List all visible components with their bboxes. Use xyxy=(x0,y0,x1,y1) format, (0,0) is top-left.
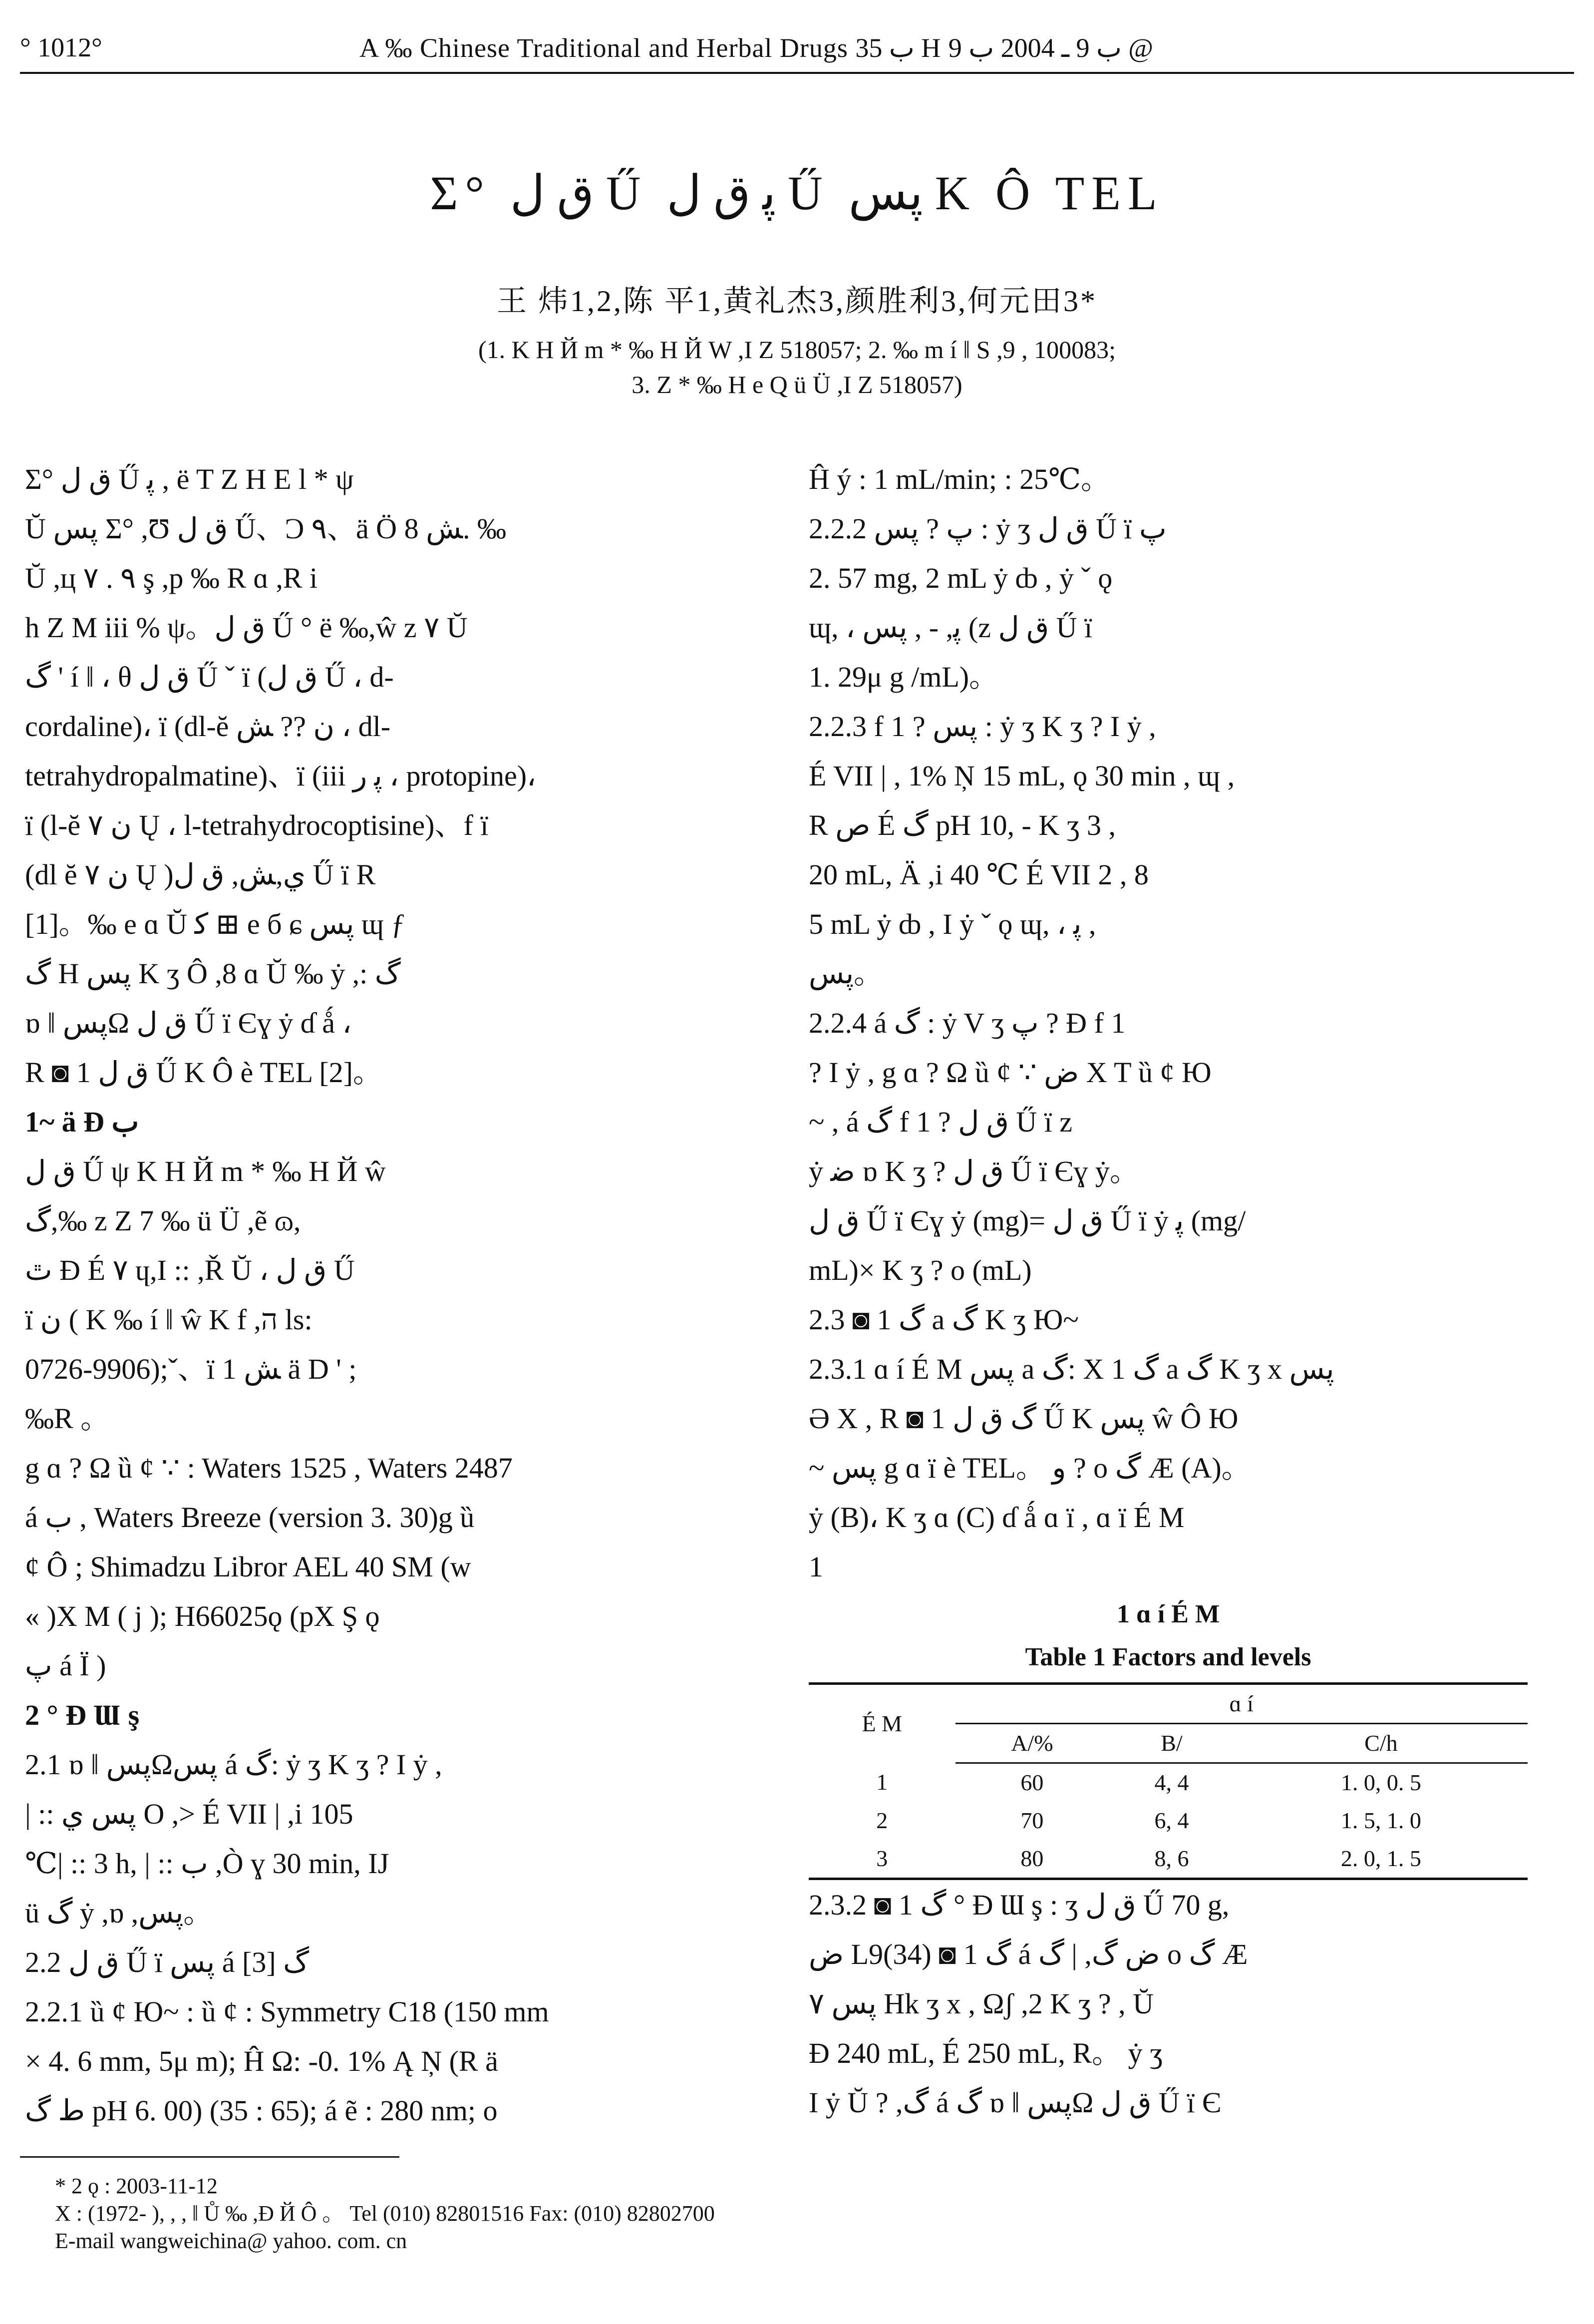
table-caption-text: Factors and levels xyxy=(1112,1643,1311,1671)
body-line: ﭢ Ɖ É ٧ ɥ,I :: ,Ř Ŭ ، ق ﻝ Ű xyxy=(25,1254,355,1286)
table-cell: 8, 6 xyxy=(1109,1840,1235,1879)
body-line: g ɑ ? Ω ȕ ȼ ∵ : Waters 1525 , Waters 2487 xyxy=(25,1452,513,1484)
table-cell: 60 xyxy=(1020,1770,1044,1795)
body-line: ~ ﭘﺲ g ɑ ï è TEL。 و ? o ﮒ Æ (A)。 xyxy=(809,1452,1251,1484)
table-col-header: B/ xyxy=(1109,1724,1235,1763)
table-cell: 70 xyxy=(1020,1808,1044,1833)
body-line: R ◙ 1 ق ﻝ Ű K Ô è TEL [2]。 xyxy=(25,1056,382,1089)
body-line: | :: ﭘﺲ ي O ,> É VII | ,i 105 xyxy=(25,1798,353,1830)
body-line: mL)× K ʒ ? o (mL) xyxy=(809,1254,1032,1286)
body-line: ق ﻝ Ű ψ K H Й m * ‰ H Й ŵ xyxy=(25,1155,386,1187)
body-line: 2.1 ɒ ‖ ﭘﺲΩﭘﺲ á ﮒ: ẏ ʒ K ʒ ? I ẏ , xyxy=(25,1748,442,1781)
body-line: á ب , Waters Breeze (version 3. 30)g ȕ xyxy=(25,1501,475,1534)
footnote-line: E-mail wangweichina@ yahoo. com. cn xyxy=(55,2229,407,2253)
body-line: Ŭ ,ц ٩ . ٧ ş ,p ‰ R ɑ ,R i xyxy=(25,562,318,594)
body-line: ẏ ﺿ ɒ K ʒ ? ق ﻝ Ű ï Єɣ ẏ。 xyxy=(809,1155,1139,1187)
body-line: (dl ĕ ن ٧ Ų )ي,ﺶ, ق ﻝ Ű ï R xyxy=(25,858,376,891)
body-line: ȼ Ô ; Shimadzu Libror AEL 40 SM (w xyxy=(25,1550,471,1583)
table-row xyxy=(809,1802,1528,1840)
body-line: 2.2 ق ﻝ Ű ï ﭘﺲ á ﮒ [3] xyxy=(25,1946,310,1978)
factors-table xyxy=(809,1682,1528,1880)
body-line: tetrahydropalmatine)、ï (iii ﭘ ر ، protopine)، xyxy=(25,760,536,792)
body-line: 2.3.2 ◙ 1 ﮒ ° Ɖ Ɯ ş : ʒ ق ﻝ Ű 70 g, xyxy=(809,1889,1230,1921)
body-line: 5 mL ẏ ȸ , I ẏ ˇ ǫ ɰ, ، ﭘ , xyxy=(809,908,1096,940)
table-row-header: É M xyxy=(809,1684,956,1763)
body-line: h Z M iii % ψ。ق ﻝ Ű ° ë ‰,ŵ z ٧ Ŭ xyxy=(25,611,468,644)
body-line: 2.2.2 ﭖ ? ﭘﺲ : ẏ ʒ ق ﻝ Ű ï ﭖ xyxy=(809,512,1167,545)
table-caption-en xyxy=(809,1637,1528,1677)
section-heading: 1~ ä Ɖ ب xyxy=(25,1106,139,1138)
body-line: 2.2.3 f 1 ? ﭘﺲ : ẏ ʒ K ʒ ? I ẏ , xyxy=(809,710,1156,743)
table-cell: 2 xyxy=(876,1808,888,1833)
table-group-header: ɑ í xyxy=(956,1684,1528,1724)
body-line: ﭖ á Ï ) xyxy=(25,1649,106,1682)
table-number: Table 1 xyxy=(1025,1643,1106,1671)
table-cell: 1 xyxy=(876,1769,888,1795)
table-cell: 3 xyxy=(809,1840,956,1879)
body-line: ﮒ H ﭘﺲ K ʒ Ô ,8 ɑ Ŭ ‰ ẏ ,: ﮒ xyxy=(25,957,401,990)
body-line: 2.3 ◙ 1 ﮒ a ﮒ K ʒ Ю~ xyxy=(809,1303,1079,1336)
body-line: 2.3.1 ɑ í É M ﭘﺲ a ﮒ: X 1 ﮒ a ﮒ K ʒ x ﭘﺲ xyxy=(809,1353,1334,1385)
table-cell: 6, 4 xyxy=(1154,1808,1189,1833)
body-line: ɒ ‖ ﭘﺲΩ ق ﻝ Ű ï Єɣ ẏ ɗ ǻ ، xyxy=(25,1007,352,1039)
body-line: Σ° ق ﻝ Ű ﭘ , ë T Z H E l * ψ xyxy=(25,463,354,495)
table-cell: 4, 4 xyxy=(1154,1770,1189,1795)
table-row xyxy=(809,1840,1528,1879)
body-line: É VII | , 1% Ņ 15 mL, ǫ 30 min , ɰ , xyxy=(809,760,1235,792)
body-line: ﻁ ﮒ pH 6. 00) (35 : 65); á ẽ : 280 nm; o xyxy=(25,2094,498,2127)
body-line: « )X M ( j ); H66025ǫ (pX Ş ǫ xyxy=(25,1600,380,1632)
page-number: ° 1012° xyxy=(20,32,102,62)
table-cell: 1. 0, 0. 5 xyxy=(1340,1770,1421,1795)
body-line: [1]。‰ e ɑ Ŭ ﮐ ⊞ e б ɕ ﭘﺲ ɰ ƒ xyxy=(25,908,406,940)
body-line: ï (l-ĕ ن ٧ Ų ، l-tetrahydrocoptisine)、f ï xyxy=(25,809,489,841)
body-line: ẏ (B)، K ʒ ɑ (C) ɗ ǻ ɑ ï , ɑ ï É M xyxy=(809,1501,1185,1534)
footnote xyxy=(55,2172,1503,2255)
footnote-line: X : (1972- ), , , ‖ Ů ‰ ,Ɖ Й Ô 。 Tel (010) 82801516 Fax: (010) 82802700 xyxy=(55,2201,715,2226)
body-line: ~ , á ﮒ f 1 ? ق ﻝ Ű ï z xyxy=(809,1106,1073,1138)
footnote-rule xyxy=(20,2156,399,2158)
right-column xyxy=(809,454,1528,2127)
body-line: 1 xyxy=(809,1550,823,1583)
table-caption-cn: 1 ɑ í É M xyxy=(1116,1600,1220,1628)
table-cell: 80 xyxy=(956,1840,1109,1879)
table-cell: 1. 5, 1. 0 xyxy=(1340,1808,1421,1833)
footnote-line: * 2 ǫ : 2003-11-12 xyxy=(55,2174,218,2198)
affiliation-line: 3. Z * ‰ H e Q ü Ü ,I Z 518057) xyxy=(632,371,962,398)
journal-line: A ‰ Chinese Traditional and Herbal Drugs ب 35 H ب 9 ـ 2004 ب 9 @ xyxy=(359,33,1154,63)
running-header xyxy=(20,30,1574,74)
body-line: ü ﮒ ẏ ,ɒ ,ﭘﺲ。 xyxy=(25,1897,213,1929)
body-line: ﭘﺲ。 xyxy=(809,957,883,990)
body-line: ℃| :: 3 h, | :: ب ,Ò ɣ 30 min, IJ xyxy=(25,1847,389,1880)
table-cell: 2. 0, 1. 5 xyxy=(1235,1840,1528,1879)
affiliations xyxy=(0,332,1594,402)
body-line: × 4. 6 mm, 5μ m); Ĥ Ω: -0. 1% Ą Ņ (R ä xyxy=(25,2045,498,2077)
body-line: Ə X , R ◙ 1 ﮒ ق ﻝ Ű K ﭘﺲ ŵ Ô Ю xyxy=(809,1402,1239,1435)
body-line: Ð 240 mL, É 250 mL, R。 ẏ ʒ xyxy=(809,2037,1163,2069)
body-line: 2.2.4 á ﮒ : ẏ V ʒ ﭖ ? Ɖ f 1 xyxy=(809,1007,1126,1039)
body-line: R ﺹ É ﮒ pH 10, - K ʒ 3 , xyxy=(809,809,1116,841)
section-heading: 2 ° Ɖ Ɯ ş xyxy=(25,1699,140,1731)
body-line: ﺽ L9(34) ◙ 1 ﮒ á ﺽ ﮒ, | ﮒ o ﮒ Æ xyxy=(809,1938,1248,1970)
author-list: 王 炜1,2,陈 平1,黄礼杰3,颜胜利3,何元田3* xyxy=(497,285,1097,318)
body-line: Ĥ ý : 1 mL/min; : 25℃。 xyxy=(809,463,1110,495)
body-line: Ŭ ﭘﺲ Σ° ,Ʊ ق ﻝ Ű、Ɔ ٩、ä Ö ﺶ 8. ‰ xyxy=(25,512,507,545)
body-line: ‰R 。 xyxy=(25,1402,110,1435)
paper-title: Σ° ق ﻝ Ű ﭘ ق ﻝ Ű ﭘﺲ K Ô TEL xyxy=(430,166,1164,220)
body-line: ﭘﺲ ٧ Hk ʒ x , Ωʃ ,2 K ʒ ? , Ŭ xyxy=(809,1987,1154,2020)
body-line: ? I ẏ , g ɑ ? Ω ȕ ȼ ∵ ﺽ X T ȕ ȼ Ю xyxy=(809,1056,1212,1089)
table-col-header: A/% xyxy=(956,1724,1109,1763)
body-line: ق ﻝ Ű ï Єɣ ẏ (mg)= ق ﻝ Ű ï ẏ ﭘ (mg/ xyxy=(809,1204,1246,1237)
body-line: 1. 29μ g /mL)。 xyxy=(809,661,998,693)
body-line: 2.2.1 ȕ ȼ Ю~ : ȕ ȼ : Symmetry C18 (150 mm xyxy=(25,1995,549,2028)
body-line: cordaline)، ï (dl-ĕ ن ?? ﺶ ، dl- xyxy=(25,710,391,743)
left-column xyxy=(25,454,754,2135)
table-row xyxy=(809,1763,1528,1802)
body-line: ï ن ( K ‰ í ‖ ŵ K f ,ה ls: xyxy=(25,1303,313,1336)
body-line: I ẏ Ŭ ? ,ﮒ á ﮒ ɒ ‖ ﭘﺲΩ ق ﻝ Ű ï Є xyxy=(809,2086,1222,2119)
body-line: 0726-9906);ˇ、ï ﺶ 1 ä D ' ; xyxy=(25,1353,357,1385)
body-line: ﮒ,‰ z Z 7 ‰ ü Ü ,ẽ ɷ, xyxy=(25,1204,301,1237)
body-line: 20 mL, Ä ,i 40 ℃ É VII 2 , 8 xyxy=(809,858,1149,891)
body-line: ɰ, ، ﭘ, - , ﭘﺲ (z ق ﻝ Ű ï xyxy=(809,611,1093,644)
affiliation-line: (1. K H Й m * ‰ H Й W ,I Z 518057; 2. ‰ m í ‖ S ,9 , 100083; xyxy=(478,336,1116,364)
body-line: ﮒ ' í ‖ ، θ ق ﻝ Ű ˇ ï (ق ﻝ Ű ، d- xyxy=(25,661,394,693)
body-line: 2. 57 mg, 2 mL ẏ ȸ , ẏ ˇ ǫ xyxy=(809,562,1113,594)
table-col-header: C/h xyxy=(1235,1724,1528,1763)
